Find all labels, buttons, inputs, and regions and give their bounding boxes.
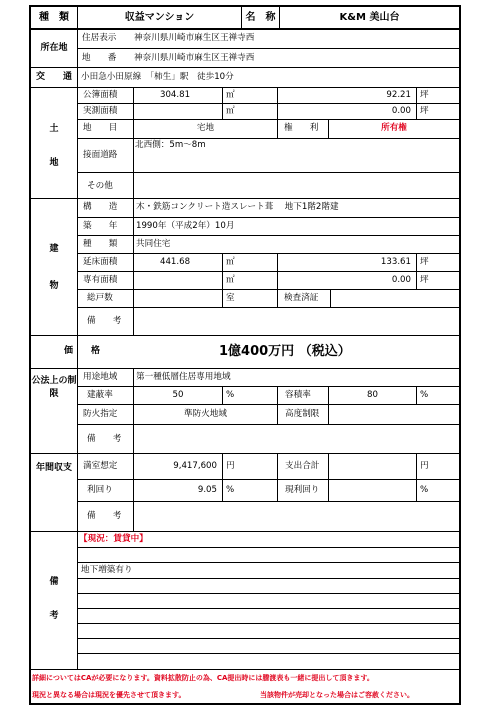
land-label-2: 地 <box>49 158 59 168</box>
footer-notice-2b: 当該物件が売却となった場合はご容赦ください。 <box>260 691 414 699</box>
rule-price-end <box>29 368 461 369</box>
rule-inc-4 <box>416 453 417 501</box>
units-suffix: 室 <box>226 293 235 303</box>
zoning-label: 用途地域 <box>83 372 118 382</box>
rule-reg-3 <box>77 424 461 425</box>
floor-area-unit-m2: ㎡ <box>226 257 235 267</box>
measured-area-label: 実測面積 <box>83 106 118 116</box>
full-occupancy-yen: 円 <box>226 461 235 471</box>
rule-land-end <box>29 198 461 199</box>
current-yield-percent: % <box>420 485 429 495</box>
rule-reg-2 <box>277 386 278 424</box>
rule-inc-label <box>133 453 134 531</box>
rule-inc-end <box>29 531 461 532</box>
rule-rem-8 <box>77 653 461 654</box>
rule-land-2 <box>77 119 461 120</box>
rule-land-tsubo <box>416 87 417 119</box>
rule-inc-2 <box>77 501 461 502</box>
rule-bldg-4 <box>77 271 461 272</box>
rule-rem-4 <box>77 593 461 594</box>
kind-label: 種 類 <box>83 239 118 249</box>
land-other-label: その他 <box>87 181 113 191</box>
far-value: 80 <box>367 390 378 400</box>
rule-label-col <box>77 5 78 669</box>
rule-header <box>29 28 461 30</box>
rule-bldg-label <box>133 198 134 335</box>
rule-reg-2 <box>77 404 461 405</box>
income-label: 年間収支 <box>35 463 72 473</box>
footer-notice-1: 詳細についてはCAが必要になります。資料拡散防止の為、CA提出時には謄渡表も一緒に提出して頂きます。 <box>32 674 374 682</box>
rule-reg-1 <box>222 386 223 404</box>
full-occupancy-label: 満室想定 <box>83 461 118 471</box>
regulation-label: 公法上の制限 <box>31 376 77 400</box>
price-value: 1億400万円 （税込） <box>219 344 351 359</box>
private-area-tsubo: 0.00 <box>391 275 411 285</box>
border-right <box>459 5 461 705</box>
rule-rem-6 <box>77 623 461 624</box>
name-value: K&M 美山台 <box>339 12 400 23</box>
property-sheet <box>29 5 461 705</box>
private-area-unit-tsubo: 坪 <box>420 275 429 285</box>
rule-land-4 <box>77 172 461 173</box>
yield-value: 9.05 <box>197 485 217 495</box>
rule-rem-7 <box>77 638 461 639</box>
coverage-value: 50 <box>172 390 184 400</box>
land-category-value: 宅地 <box>196 123 215 133</box>
structure-label: 構 造 <box>83 202 118 212</box>
expense-label: 支出合計 <box>285 461 320 471</box>
rule-reg-1 <box>77 386 461 387</box>
units-label: 総戸数 <box>87 293 113 303</box>
land-label-1: 土 <box>49 124 59 134</box>
rule-land-m2 <box>222 87 223 119</box>
rule-bldg-1 <box>77 217 461 218</box>
far-label: 容積率 <box>285 390 311 400</box>
lot-value: 神奈川県川崎市麻生区王禅寺西 <box>134 53 255 63</box>
floor-area-tsubo: 133.61 <box>380 257 411 267</box>
border-bottom <box>29 703 461 705</box>
border-top <box>29 5 461 7</box>
rule-bldg-m2 <box>222 253 223 307</box>
coverage-label: 建蔽率 <box>87 390 113 400</box>
measured-area-tsubo: 0.00 <box>391 106 411 116</box>
fire-value: 準防火地域 <box>184 409 227 419</box>
rule-bldg-insp <box>330 289 331 307</box>
land-category-label: 地 目 <box>83 123 118 133</box>
rule-bldg-end <box>29 335 461 336</box>
rule-location-end <box>29 67 461 68</box>
registry-area-m2: 304.81 <box>160 90 191 100</box>
rule-remarks-end <box>29 669 461 670</box>
built-value: 1990年（平成2年）10月 <box>136 221 235 231</box>
rule-land-mid <box>277 87 278 138</box>
structure-value: 木・鉄筋コンクリート造スレート葺 地下1階2階建 <box>136 202 339 212</box>
rule-land-1 <box>77 103 461 104</box>
rule-bldg-tsubo <box>416 253 417 289</box>
building-note-label: 備 考 <box>87 316 122 326</box>
rule-bldg-5 <box>77 289 461 290</box>
registry-area-label: 公簿面積 <box>83 90 118 100</box>
built-label: 築 年 <box>83 221 118 231</box>
rule-reg-4 <box>416 386 417 404</box>
zoning-value: 第一種低層住居専用地域 <box>136 372 231 382</box>
income-note-label: 備 考 <box>87 511 122 521</box>
rule-inc-1 <box>77 479 461 480</box>
private-area-unit-m2: ㎡ <box>226 275 235 285</box>
remarks-label-2: 考 <box>49 611 59 621</box>
inspection-label: 検査済証 <box>284 293 319 303</box>
road-value: 北西側：5m～8m <box>135 140 206 150</box>
building-label-2: 物 <box>49 281 59 291</box>
type-label: 種 類 <box>39 12 69 23</box>
registry-area-tsubo: 92.21 <box>386 90 411 100</box>
height-label: 高度制限 <box>285 409 320 419</box>
coverage-percent: % <box>226 390 235 400</box>
price-label: 価 格 <box>63 346 100 356</box>
measured-area-unit-m2: ㎡ <box>226 106 235 116</box>
transport-value: 小田急小田原線 「柿生」駅 徒歩10分 <box>81 72 234 82</box>
current-yield-label: 現利回り <box>285 485 320 495</box>
rule-rem-2 <box>77 562 461 563</box>
address-value: 神奈川県川崎市麻生区王禅寺西 <box>134 33 255 43</box>
rule-transport-end <box>29 87 461 88</box>
building-label-1: 建 <box>49 244 59 254</box>
registry-area-unit-tsubo: 坪 <box>420 90 429 100</box>
lot-label: 地 番 <box>82 53 117 63</box>
remarks-status: 【現況：賃貸中】 <box>79 534 148 544</box>
rule-inc-3 <box>328 453 329 501</box>
floor-area-unit-tsubo: 坪 <box>420 257 429 267</box>
location-label: 所在地 <box>40 43 68 53</box>
rule-bldg-6 <box>77 307 461 308</box>
rule-bldg-3 <box>77 253 461 254</box>
private-area-label: 専有面積 <box>83 275 118 285</box>
rule-inc-1 <box>222 453 223 501</box>
expense-yen: 円 <box>420 461 429 471</box>
road-label: 接面道路 <box>83 150 118 160</box>
land-right-label: 権 利 <box>284 123 319 133</box>
far-percent: % <box>420 390 429 400</box>
transport-label: 交 通 <box>35 72 72 82</box>
yield-percent: % <box>226 485 235 495</box>
rule-inc-2 <box>277 453 278 501</box>
regulation-note-label: 備 考 <box>87 434 122 444</box>
rule-rem-1 <box>77 547 461 548</box>
rule-bldg-mid <box>277 253 278 307</box>
rule-bldg-2 <box>77 235 461 236</box>
rule-land-label <box>133 87 134 198</box>
full-occupancy-value: 9,417,600 <box>173 461 217 471</box>
rule-rem-5 <box>77 608 461 609</box>
rule-location-mid <box>77 48 461 49</box>
address-label: 住居表示 <box>82 33 117 43</box>
kind-value: 共同住宅 <box>136 239 171 249</box>
name-label: 名 称 <box>245 12 276 23</box>
rule-reg-end <box>29 453 461 454</box>
measured-area-unit-tsubo: 坪 <box>420 106 429 116</box>
registry-area-unit-m2: ㎡ <box>226 90 235 100</box>
fire-label: 防火指定 <box>83 409 118 419</box>
yield-label: 利回り <box>87 485 113 495</box>
type-value: 収益マンション <box>124 12 195 23</box>
remarks-label-1: 備 <box>49 577 59 587</box>
rule-land-3 <box>77 138 461 139</box>
floor-area-label: 延床面積 <box>83 257 118 267</box>
floor-area-m2: 441.68 <box>160 257 191 267</box>
land-right-value: 所有権 <box>381 123 407 133</box>
footer-notice-2a: 現況と異なる場合は現況を優先させて頂きます。 <box>32 691 186 699</box>
rule-rem-3 <box>77 578 461 579</box>
remarks-basement-note: 地下増築有り <box>81 565 133 575</box>
